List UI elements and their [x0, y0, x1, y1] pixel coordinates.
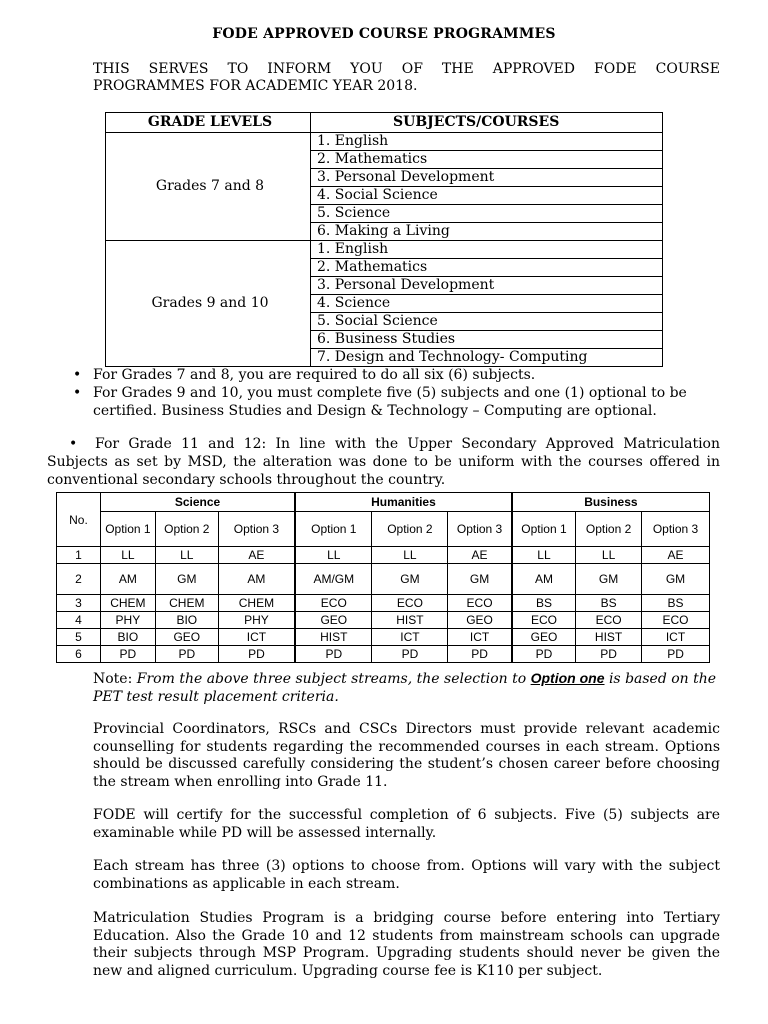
row-number-cell: 4 [57, 612, 101, 629]
course-code-cell: LL [100, 547, 155, 564]
subject-cell: 4. Social Science [311, 187, 663, 205]
course-code-cell: LL [295, 547, 372, 564]
course-code-cell: PD [155, 646, 218, 663]
subject-cell: 2. Mathematics [311, 151, 663, 169]
course-code-cell: CHEM [155, 595, 218, 612]
no-header: No. [57, 493, 101, 547]
course-code-cell: CHEM [100, 595, 155, 612]
course-code-cell: PD [295, 646, 372, 663]
course-code-cell: PD [218, 646, 295, 663]
course-code-cell: GEO [295, 612, 372, 629]
intro-line-1: THIS SERVES TO INFORM YOU OF THE APPROVED FODE COURSE [93, 61, 720, 77]
option-header: Option 1 [100, 512, 155, 547]
course-code-cell: GM [372, 564, 448, 595]
table-row [57, 612, 710, 629]
course-code-cell: PD [372, 646, 448, 663]
note-paragraph [93, 669, 723, 706]
course-code-cell: ECO [295, 595, 372, 612]
grade-levels-table [105, 112, 663, 367]
bullet-text: For Grades 7 and 8, you are required to do all six (6) subjects. [93, 367, 536, 383]
humanities-header: Humanities [295, 493, 512, 512]
page-title: FODE APPROVED COURSE PROGRAMMES [212, 26, 556, 42]
course-code-cell: AE [448, 547, 512, 564]
option-header: Option 2 [576, 512, 642, 547]
course-code-cell: GEO [448, 612, 512, 629]
msp-paragraph: Matriculation Studies Program is a bridging course before entering into Tertiary Education. Also the Grade 10 and 12 students from mainstream schools can upgrade their subjects through MSP Program. Upgrading students should never be given the new and aligned curriculum. Upgrading course fee is K110 per subject. [93, 910, 720, 979]
course-code-cell: ECO [372, 595, 448, 612]
grade-11-12-paragraph [47, 435, 720, 489]
option-header: Option 1 [512, 512, 576, 547]
intro-paragraph [93, 61, 720, 95]
course-code-cell: ICT [372, 629, 448, 646]
subject-cell: 5. Social Science [311, 313, 663, 331]
bullet-icon: • [73, 367, 82, 383]
course-code-cell: GM [576, 564, 642, 595]
bullet-icon: • [73, 385, 82, 401]
certification-paragraph: FODE will certify for the successful completion of 6 subjects. Five (5) subjects are examinable while PD will be assessed internally. [93, 807, 720, 841]
intro-line-2: PROGRAMMES FOR ACADEMIC YEAR 2018. [93, 78, 418, 94]
course-code-cell: CHEM [218, 595, 295, 612]
course-code-cell: AE [642, 547, 710, 564]
course-code-cell: ICT [218, 629, 295, 646]
table-row [106, 133, 663, 151]
course-code-cell: GEO [155, 629, 218, 646]
note-text-2: is based on the PET test result placement criteria. [93, 671, 717, 705]
option-one-emphasis: Option one [530, 670, 605, 686]
requirements-list [70, 366, 730, 420]
list-item [70, 366, 730, 384]
course-code-cell: AM [512, 564, 576, 595]
option-header: Option 3 [642, 512, 710, 547]
course-code-cell: PD [642, 646, 710, 663]
table-row [57, 595, 710, 612]
list-item [70, 384, 730, 420]
table-row [57, 547, 710, 564]
course-code-cell: LL [155, 547, 218, 564]
bullet-icon: • [69, 436, 78, 452]
course-code-cell: LL [512, 547, 576, 564]
course-code-cell: HIST [295, 629, 372, 646]
course-code-cell: PD [576, 646, 642, 663]
group-header-row [57, 493, 710, 512]
grade-table-header-row [106, 113, 663, 133]
course-code-cell: PHY [100, 612, 155, 629]
subjects-header: SUBJECTS/COURSES [311, 113, 663, 133]
option-header: Option 3 [218, 512, 295, 547]
course-code-cell: AM/GM [295, 564, 372, 595]
subject-cell: 3. Personal Development [311, 277, 663, 295]
options-table-body [57, 547, 710, 663]
subject-cell: 6. Business Studies [311, 331, 663, 349]
stream-options-table [56, 492, 710, 663]
table-row [57, 646, 710, 663]
subject-cell: 1. English [311, 241, 663, 259]
business-header: Business [512, 493, 710, 512]
subject-cell: 3. Personal Development [311, 169, 663, 187]
course-code-cell: GEO [512, 629, 576, 646]
row-number-cell: 6 [57, 646, 101, 663]
course-code-cell: ICT [642, 629, 710, 646]
table-row [57, 564, 710, 595]
course-code-cell: BIO [155, 612, 218, 629]
grade-11-12-text: For Grade 11 and 12: In line with the Upper Secondary Approved Matriculation Subjects as set by MSD, the alteration was done to be uniform with the courses offered in conventional secondary schools throughout the country. [47, 436, 720, 488]
course-code-cell: AM [100, 564, 155, 595]
subject-cell: 2. Mathematics [311, 259, 663, 277]
course-code-cell: AE [218, 547, 295, 564]
note-lead: Note: [93, 671, 133, 687]
row-number-cell: 5 [57, 629, 101, 646]
row-number-cell: 3 [57, 595, 101, 612]
option-header-row [57, 512, 710, 547]
course-code-cell: GM [448, 564, 512, 595]
grades-9-10-label: Grades 9 and 10 [106, 241, 311, 367]
course-code-cell: ECO [642, 612, 710, 629]
course-code-cell: HIST [372, 612, 448, 629]
course-code-cell: BS [512, 595, 576, 612]
course-code-cell: PHY [218, 612, 295, 629]
science-header: Science [100, 493, 295, 512]
option-header: Option 2 [372, 512, 448, 547]
note-text-1: From the above three subject streams, the selection to [136, 671, 527, 687]
course-code-cell: PD [100, 646, 155, 663]
course-code-cell: LL [372, 547, 448, 564]
course-code-cell: PD [448, 646, 512, 663]
option-header: Option 1 [295, 512, 372, 547]
stream-options-paragraph: Each stream has three (3) options to choose from. Options will vary with the subject combinations as applicable in each stream. [93, 858, 720, 892]
grades-7-8-label: Grades 7 and 8 [106, 133, 311, 241]
course-code-cell: PD [512, 646, 576, 663]
subject-cell: 4. Science [311, 295, 663, 313]
option-header: Option 3 [448, 512, 512, 547]
row-number-cell: 1 [57, 547, 101, 564]
course-code-cell: ECO [576, 612, 642, 629]
subject-cell: 7. Design and Technology- Computing [311, 349, 663, 367]
course-code-cell: BS [642, 595, 710, 612]
bullet-text: For Grades 9 and 10, you must complete five (5) subjects and one (1) optional to be certified. Business Studies and Design & Technology – Computing are optional. [93, 385, 687, 419]
course-code-cell: HIST [576, 629, 642, 646]
grade-levels-header: GRADE LEVELS [106, 113, 311, 133]
course-code-cell: ICT [448, 629, 512, 646]
option-header: Option 2 [155, 512, 218, 547]
table-row [57, 629, 710, 646]
course-code-cell: LL [576, 547, 642, 564]
subject-cell: 1. English [311, 133, 663, 151]
course-code-cell: ECO [448, 595, 512, 612]
counselling-paragraph: Provincial Coordinators, RSCs and CSCs Directors must provide relevant academic counselling for students regarding the recommended courses in each stream. Options should be discussed carefully considering the student’s chosen career before choosing the stream when enrolling into Grade 11. [93, 721, 720, 790]
course-code-cell: GM [642, 564, 710, 595]
course-code-cell: GM [155, 564, 218, 595]
subject-cell: 6. Making a Living [311, 223, 663, 241]
course-code-cell: BIO [100, 629, 155, 646]
course-code-cell: AM [218, 564, 295, 595]
subject-cell: 5. Science [311, 205, 663, 223]
table-row [106, 241, 663, 259]
course-code-cell: BS [576, 595, 642, 612]
course-code-cell: ECO [512, 612, 576, 629]
row-number-cell: 2 [57, 564, 101, 595]
